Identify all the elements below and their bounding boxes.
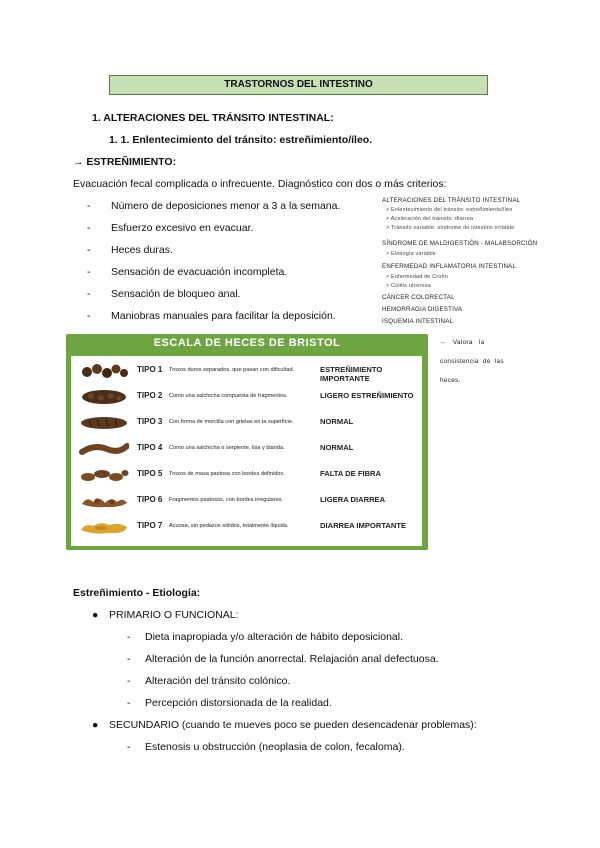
- sidebar-item: ISQUEMIA INTESTINAL: [382, 318, 454, 325]
- list-item: - Percepción distorsionada de la realidad.: [127, 697, 332, 709]
- stool-type-5-icon: [79, 466, 129, 484]
- section-1-1-heading: 1. 1. Enlentecimiento del tránsito: estreñimiento/íleo.: [109, 134, 373, 146]
- list-item: - Alteración del tránsito colónico.: [127, 675, 291, 687]
- etiologia-heading: Estreñimiento - Etiología:: [73, 587, 201, 599]
- stool-type-2-icon: [79, 388, 129, 406]
- sidebar-item: CÁNCER COLORECTAL: [382, 294, 455, 301]
- stool-type-7-icon: [79, 518, 129, 536]
- stool-type-4-icon: [79, 440, 129, 458]
- bristol-description: Acuosa, sin pedazos sólidos, totalmente líquida.: [169, 522, 289, 529]
- stool-type-3-icon: [79, 414, 129, 432]
- bristol-type-label: TIPO 5: [137, 469, 163, 478]
- estrenimiento-heading: → ESTREÑIMIENTO:: [73, 156, 177, 168]
- bristol-type-label: TIPO 6: [137, 495, 163, 504]
- bristol-type-label: TIPO 1: [137, 365, 163, 374]
- sidebar-item: HEMORRAGIA DIGESTIVA: [382, 306, 463, 313]
- bristol-description: Con forma de morcilla con grietas en la superficie.: [169, 418, 294, 425]
- bristol-row: [71, 358, 422, 384]
- list-item: - Estenosis u obstrucción (neoplasia de colon, fecaloma).: [127, 741, 405, 753]
- list-item: - Dieta inapropiada y/o alteración de hábito deposicional.: [127, 631, 404, 643]
- list-item: - Esfuerzo excesivo en evacuar.: [87, 222, 254, 234]
- sidebar-subitem: > Tránsito variable: síndrome de intestino irritable: [386, 225, 515, 231]
- note-line: ← Valora la: [440, 339, 485, 346]
- list-item: - Sensación de bloqueo anal.: [87, 288, 241, 300]
- page-title: TRASTORNOS DEL INTESTINO: [109, 75, 488, 95]
- note-line: heces.: [440, 377, 461, 384]
- bristol-diagnosis: NORMAL: [320, 443, 354, 452]
- bristol-scale-chart: [66, 334, 428, 550]
- bristol-description: Trozos de masa pastosa con bordes definidos.: [169, 470, 285, 477]
- stool-type-1-icon: [79, 362, 129, 380]
- sidebar-item: ALTERACIONES DEL TRÁNSITO INTESTINAL: [382, 197, 521, 204]
- bristol-note: [440, 333, 532, 390]
- stool-type-6-icon: [79, 492, 129, 510]
- bristol-diagnosis: NORMAL: [320, 417, 354, 426]
- list-item: - Heces duras.: [87, 244, 173, 256]
- bristol-table: [71, 356, 422, 546]
- bristol-row: [71, 436, 422, 462]
- note-line: consistencia de las: [440, 358, 504, 365]
- list-item: ● PRIMARIO O FUNCIONAL:: [92, 609, 239, 621]
- list-item: - Alteración de la función anorrectal. Relajación anal defectuosa.: [127, 653, 439, 665]
- bristol-description: Fragmentos pastosos, con bordes irregulares.: [169, 496, 284, 503]
- bristol-diagnosis: LIGERA DIARREA: [320, 495, 386, 504]
- bristol-description: Trozos duros separados, que pasan con dificultad.: [169, 366, 295, 373]
- section-1-heading: 1. ALTERACIONES DEL TRÁNSITO INTESTINAL:: [92, 112, 334, 124]
- sidebar-subitem: > Aceleración del tránsito: diarrea: [386, 216, 474, 222]
- bristol-description: Como una salchicha o serpiente, lisa y blanda.: [169, 444, 285, 451]
- definition-text: Evacuación fecal complicada o infrecuente. Diagnóstico con dos o más criterios:: [73, 178, 447, 190]
- bristol-row: [71, 410, 422, 436]
- bristol-diagnosis: DIARREA IMPORTANTE: [320, 521, 407, 530]
- list-item: - Sensación de evacuación incompleta.: [87, 266, 288, 278]
- bristol-type-label: TIPO 2: [137, 391, 163, 400]
- bristol-type-label: TIPO 3: [137, 417, 163, 426]
- list-item: ● SECUNDARIO (cuando te mueves poco se pueden desencadenar problemas):: [92, 719, 477, 731]
- sidebar-subitem: > Enlentecimiento del tránsito: estreñimiento/íleo: [386, 207, 513, 213]
- list-item: - Maniobras manuales para facilitar la deposición.: [87, 310, 336, 322]
- bristol-diagnosis: LIGERO ESTREÑIMIENTO: [320, 391, 414, 400]
- list-item: - Número de deposiciones menor a 3 a la semana.: [87, 200, 341, 212]
- bristol-row: [71, 384, 422, 410]
- bristol-diagnosis: ESTREÑIMIENTO IMPORTANTE: [320, 365, 383, 383]
- bristol-type-label: TIPO 7: [137, 521, 163, 530]
- sidebar-subitem: > Etiología variable: [386, 251, 436, 257]
- sidebar-item: ENFERMEDAD INFLAMATORIA INTESTINAL: [382, 263, 517, 270]
- sidebar-subitem: > Enfermedad de Crohn: [386, 274, 448, 280]
- bristol-diagnosis: FALTA DE FIBRA: [320, 469, 382, 478]
- sidebar-item: SÍNDROME DE MALDIGESTIÓN - MALABSORCIÓN: [382, 240, 538, 247]
- bristol-description: Como una salchicha compuesta de fragmentos.: [169, 392, 288, 399]
- sidebar-subitem: > Colitis ulcerosa: [386, 283, 431, 289]
- bristol-row: [71, 488, 422, 514]
- bristol-title: ESCALA DE HECES DE BRISTOL: [153, 337, 341, 349]
- bristol-row: [71, 462, 422, 488]
- bristol-type-label: TIPO 4: [137, 443, 163, 452]
- bristol-row: [71, 514, 422, 540]
